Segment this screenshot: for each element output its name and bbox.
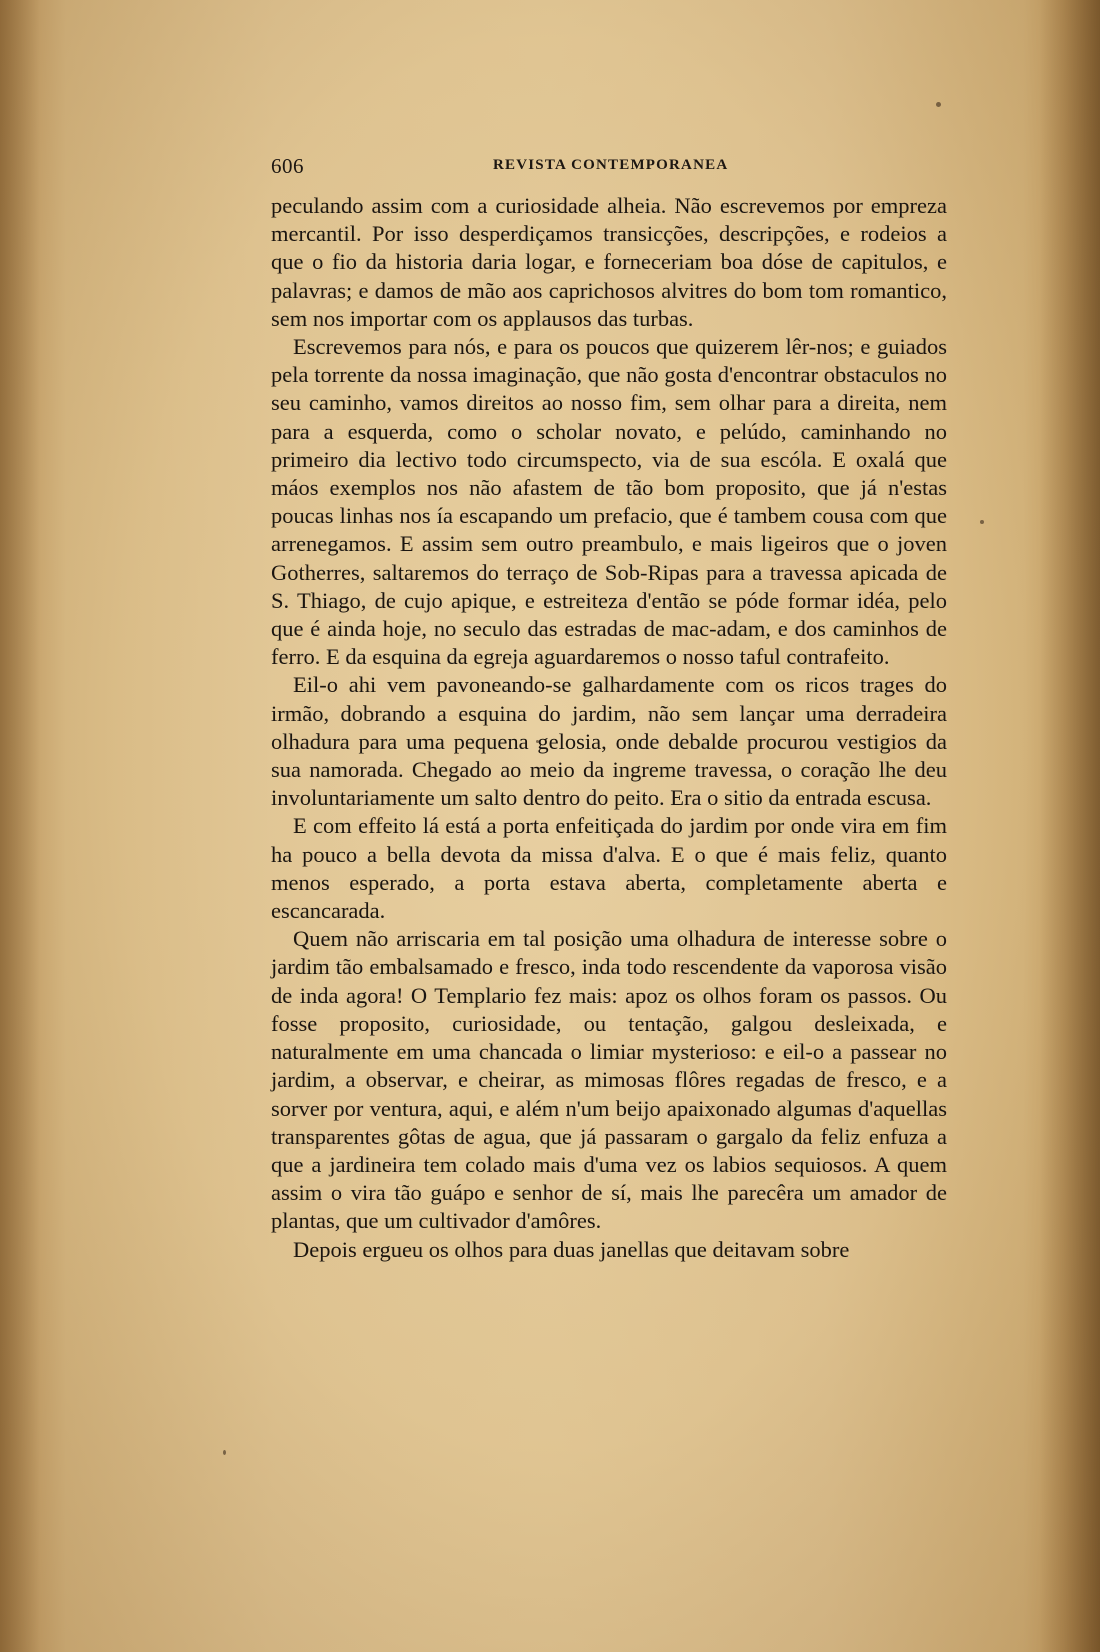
page-number: 606	[271, 154, 304, 178]
paragraph: E com effeito lá está a porta enfeitiçada do jardim por onde vira em fim ha pouco a bella devota da missa d'alva. E o que é mais feliz, quanto menos esperado, a porta estava aberta, completamente aberta e escancarada.	[271, 813, 947, 924]
body-text	[271, 192, 947, 1264]
page-gutter-shadow	[0, 0, 40, 1652]
paragraph: Depois ergueu os olhos para duas janellas que deitavam sobre	[293, 1236, 850, 1262]
ink-speck	[223, 1450, 226, 1455]
paragraph: Escrevemos para nós, e para os poucos que quizerem lêr-nos; e guiados pela torrente da nossa imaginação, que não gosta d'encontrar obstaculos no seu caminho, vamos direitos ao nosso fim, sem olhar para a direita, nem para a esquerda, como o scholar novato, e pelúdo, caminhando no primeiro dia lectivo todo circumspecto, via de sua escóla. E oxalá que máos exemplos nos não afastem de tão bom proposito, que já n'estas poucas linhas nos ía escapando um prefacio, que é tambem cousa com que arrenegamos. E assim sem outro preambulo, e mais ligeiros que o joven Gotherres, saltaremos do terraço de Sob-Ripas para a travessa apicada de S. Thiago, de cujo apique, e estreiteza d'então se póde formar idéa, pelo que é ainda hoje, no seculo das estradas de mac-adam, e dos caminhos de ferro. E da esquina da egreja aguardaremos o nosso taful contrafeito.	[271, 334, 947, 670]
page-edge-shadow	[1040, 0, 1100, 1652]
running-title: REVISTA CONTEMPORANEA	[493, 157, 729, 173]
paragraph: Quem não arriscaria em tal posição uma olhadura de interesse sobre o jardim tão embalsamado e fresco, inda todo rescendente da vaporosa visão de inda agora! O Templario fez mais: apoz os olhos foram os passos. Ou fosse proposito, curiosidade, ou tentação, galgou desleixada, e naturalmente em uma chancada o limiar mysterioso: e eil-o a passear no jardim, a observar, e cheirar, as mimosas flôres regadas de fresco, e a sorver por ventura, aqui, e além n'um beijo apaixonado algumas d'aquellas transparentes gôtas de agua, que já passaram o gargalo da feliz enfuza a que a jardineira tem colado mais d'uma vez os labios sequiosos. A quem assim o vira tão guápo e senhor de sí, mais lhe parecêra um amador de plantas, que um cultivador d'amôres.	[271, 926, 947, 1234]
ink-speck	[980, 520, 984, 524]
paragraph: Eil-o ahi vem pavoneando-se galhardamente com os ricos trages do irmão, dobrando a esquina do jardim, não sem lançar uma derradeira olhadura para uma pequena gelosia, onde debalde procurou vestigios da sua namorada. Chegado ao meio da ingreme travessa, o coração lhe deu involuntariamente um salto dentro do peito. Era o sitio da entrada escusa.	[271, 672, 947, 811]
paragraph: peculando assim com a curiosidade alheia. Não escrevemos por empreza mercantil. Por isso desperdiçamos transicções, descripções, e rodeios a que o fio da historia daria logar, e forneceriam boa dóse de capitulos, e palavras; e damos de mão aos caprichosos alvitres do bom tom romantico, sem nos importar com os applausos das turbas.	[271, 193, 947, 331]
ink-speck	[936, 102, 941, 107]
page-header	[271, 154, 951, 180]
